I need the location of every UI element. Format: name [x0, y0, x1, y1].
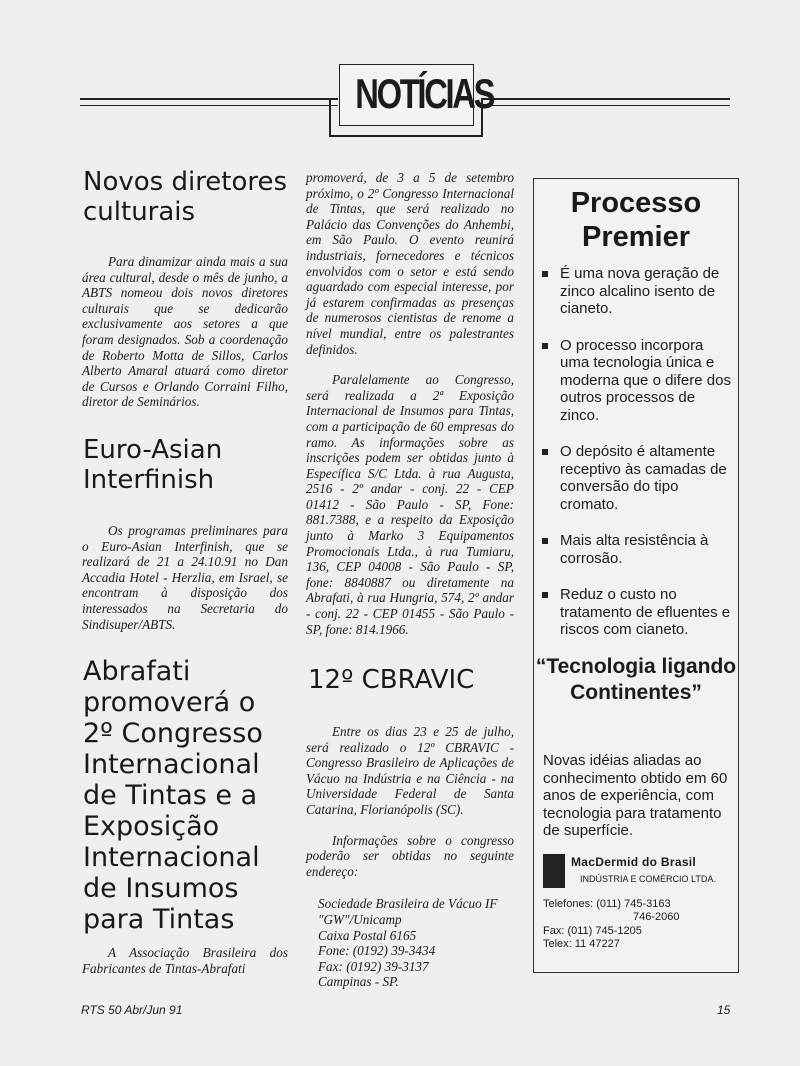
ad-bullet: O depósito é altamente receptivo às camadas de conversão do tipo cromato.	[542, 443, 732, 513]
article-body-abrafati-continued	[306, 170, 514, 637]
ad-contacts	[543, 898, 733, 951]
address-line: Caixa Postal 6165	[318, 927, 417, 943]
ad-bullet: Mais alta resistência à corrosão.	[542, 532, 732, 567]
bullet-square-icon	[542, 592, 548, 598]
header-bracket-left	[329, 98, 331, 136]
address-line: Sociedade Brasileira de Vácuo IF	[318, 896, 498, 912]
ad-bullet: Reduz o custo no tratamento de efluentes e riscos com cianeto.	[542, 586, 732, 639]
header-rule-right-bottom	[482, 105, 730, 106]
header-rule-left-top	[80, 98, 338, 100]
paragraph: Para dinamizar ainda mais a sua área cultural, desde o mês de junho, a ABTS nomeou dois novos diretores culturais que se dedicarão exclusivamente aos setores a que foram designados. Sob a coordenação de Roberto Motta de Sillos, Carlos Alberto Amaral atuará como diretor de Cursos e Orlando Corraini Filho, diretor de Seminários.	[82, 254, 288, 410]
paragraph: Entre os dias 23 e 25 de julho, será realizado o 12º CBRAVIC - Congresso Brasileiro de Aplicações de Vácuo na Indústria e na Ciência - na Universidade Federal de Santa Catarina, Florianópolis (SC).	[306, 724, 514, 817]
header-rule-left-bottom	[80, 105, 338, 106]
paragraph: Paralelamente ao Congresso, será realizada a 2ª Exposição Internacional de Insumos para Tintas, com a participação de 60 empresas do ramo. As informações sobre as inscrições podem ser obtidas junto à Específica S/C Ltda. à rua Augusta, 2516 - 2º andar - conj. 22 - CEP 01412 - São Paulo - SP, Fone: 881.7388, e a respeito da Exposição junto à Marko 3 Equipamentos Promocionais Ltda., à rua Tumiaru, 136, CEP 04008 - São Paulo - SP, fone: 8840887 ou diretamente na Abrafati, à rua Hungria, 574, 2º andar - conj. 22 - CEP 01455 - São Paulo - SP, fone: 814.1966.	[306, 372, 514, 637]
bullet-square-icon	[542, 271, 548, 277]
company-subtitle: INDÚSTRIA E COMÉRCIO LTDA.	[580, 874, 716, 884]
address-line: Fax: (0192) 39-3137	[318, 958, 429, 974]
header-rule-right-top	[482, 98, 730, 100]
company-name: MacDermid do Brasil	[571, 855, 697, 869]
address-line: Fone: (0192) 39-3434	[318, 943, 436, 959]
bullet-square-icon	[542, 449, 548, 455]
ad-bullet: O processo incorpora uma tecnologia única e moderna que o difere dos outros processos de zinco.	[542, 337, 732, 425]
header-bracket-bottom	[329, 135, 483, 137]
article-body-cbravic	[306, 724, 514, 990]
paragraph: Informações sobre o congresso poderão ser obtidas no seguinte endereço:	[306, 832, 514, 879]
cbravic-address	[306, 896, 514, 990]
company-logo-icon	[543, 854, 565, 888]
contact-line: Telex: 11 47227	[543, 937, 620, 950]
ad-tagline: Novas idéias aliadas ao conhecimento obtido em 60 anos de experiência, com tecnologia para tratamento de superfície.	[543, 752, 728, 839]
contact-line: 746-2060	[633, 911, 680, 924]
article-title-cbravic: 12º CBRAVIC	[308, 665, 475, 695]
page-number: 15	[717, 1003, 731, 1017]
contact-line: Fax: (011) 745-1205	[543, 924, 642, 937]
contact-line: Telefones: (011) 745-3163	[543, 898, 671, 910]
article-title-euro-asian: Euro-Asian Interfinish	[83, 435, 223, 495]
article-title-abrafati: Abrafati promoverá o 2º Congresso Internacional de Tintas e a Exposição Internacional de Insumos para Tintas	[83, 656, 263, 935]
bullet-square-icon	[542, 343, 548, 349]
address-line: Campinas - SP.	[318, 974, 399, 990]
paragraph: promoverá, de 3 a 5 de setembro próximo, o 2º Congresso Internacional de Tintas, que será realizado no Palácio das Convenções do Anhembi, em São Paulo. O evento reunirá industriais, fornecedores e técnicos envolvidos com o setor e está sendo aguardado com especial interesse, por já estarem confirmadas as presenças de numerosos cientistas de renome a nível mundial, entre os palestrantes definidos.	[306, 170, 514, 357]
paragraph: A Associação Brasileira dos Fabricantes de Tintas-Abrafati	[82, 945, 288, 976]
article-body-euro-asian	[82, 523, 288, 632]
article-body-abrafati-start	[82, 945, 288, 976]
section-title: NOTÍCIAS	[355, 70, 494, 117]
bullet-square-icon	[542, 538, 548, 544]
paragraph: Os programas preliminares para o Euro-Asian Interfinish, que se realizará de 21 a 24.10.91 no Dan Accadia Hotel - Herzlia, em Israel, se encontram à disposição dos interessados na Secretaria do Sindisuper/ABTS.	[82, 523, 288, 632]
ad-slogan: “Tecnologia ligando Continentes”	[535, 655, 737, 704]
footer-issue: RTS 50 Abr/Jun 91	[81, 1003, 183, 1017]
article-body-novos-diretores	[82, 254, 288, 410]
ad-bullet-list	[542, 265, 732, 658]
article-title-novos-diretores: Novos diretores culturais	[83, 167, 288, 227]
ad-bullet: É uma nova geração de zinco alcalino isento de cianeto.	[542, 265, 732, 318]
address-line: "GW"/Unicamp	[318, 911, 402, 927]
ad-title: Processo Premier	[570, 187, 702, 253]
